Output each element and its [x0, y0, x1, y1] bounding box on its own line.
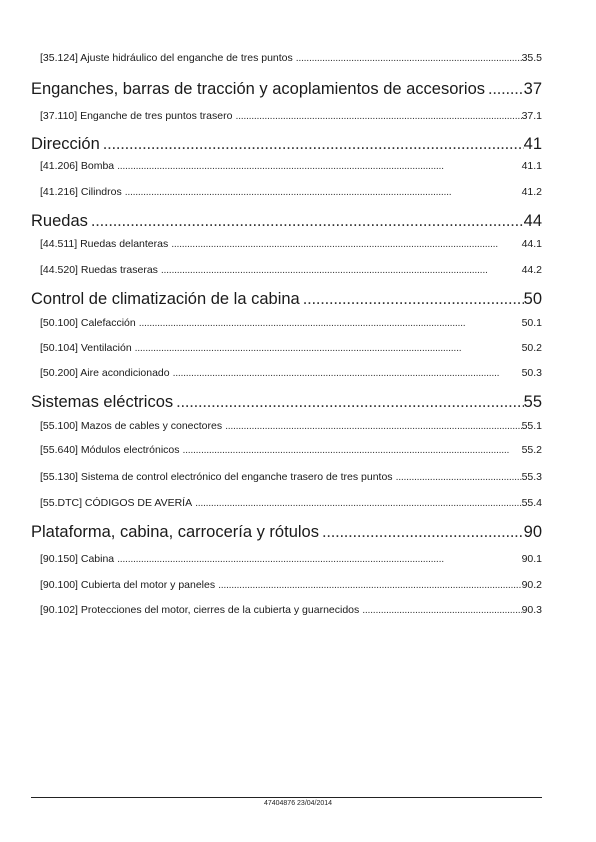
toc-page-number: 41.2: [521, 186, 542, 198]
toc-entry-title: [90.102] Protecciones del motor, cierres de la cubierta y guarnecidos: [40, 604, 360, 616]
toc-page-number: 44.2: [521, 264, 542, 276]
toc-subsection-entry[interactable]: [40, 497, 542, 509]
toc-subsection-entry[interactable]: [40, 604, 542, 616]
dot-leader: [393, 471, 522, 483]
toc-page-number: 55: [523, 393, 542, 411]
toc-subsection-entry[interactable]: [40, 420, 542, 432]
toc-subsection-entry[interactable]: [40, 160, 542, 172]
toc-page-number: 90: [523, 523, 542, 541]
toc-subsection-entry[interactable]: [40, 52, 542, 64]
toc-page-number: 37.1: [521, 110, 542, 122]
dot-leader: [122, 186, 522, 198]
dot-leader: [136, 317, 522, 329]
toc-page-number: 50.2: [521, 342, 542, 354]
toc-entry-title: [50.104] Ventilación: [40, 342, 132, 354]
toc-subsection-entry[interactable]: [40, 342, 542, 354]
dot-leader: [215, 579, 521, 591]
toc-page-number: 50.1: [521, 317, 542, 329]
toc-subsection-entry[interactable]: [40, 579, 542, 591]
toc-section-entry[interactable]: [31, 523, 542, 542]
toc-subsection-entry[interactable]: [40, 110, 542, 122]
dot-leader: [114, 160, 521, 172]
toc-page-number: 55.2: [521, 444, 542, 456]
dot-leader: [359, 604, 521, 616]
toc-subsection-entry[interactable]: [40, 444, 542, 456]
toc-subsection-entry[interactable]: [40, 367, 542, 379]
toc-entry-title: Enganches, barras de tracción y acoplamientos de accesorios: [31, 80, 485, 98]
toc-page-number: 90.1: [521, 553, 542, 565]
toc-page-number: 44: [523, 212, 542, 230]
toc-entry-title: [50.200] Aire acondicionado: [40, 367, 170, 379]
toc-entry-title: [55.100] Mazos de cables y conectores: [40, 420, 223, 432]
toc-entry-title: [50.100] Calefacción: [40, 317, 136, 329]
dot-leader: [232, 110, 521, 122]
dot-leader: [180, 444, 522, 456]
toc-entry-title: [90.150] Cabina: [40, 553, 115, 565]
toc-subsection-entry[interactable]: [40, 264, 542, 276]
toc-entry-title: [55.DTC] CÓDIGOS DE AVERÍA: [40, 497, 193, 509]
toc-page-number: 37: [523, 80, 542, 98]
toc-page-number: 55.3: [521, 471, 542, 483]
dot-leader: [319, 523, 524, 542]
toc-entry-title: Dirección: [31, 135, 100, 153]
toc-entry-title: [37.110] Enganche de tres puntos trasero: [40, 110, 233, 122]
toc-entry-title: [55.130] Sistema de control electrónico del enganche trasero de tres puntos: [40, 471, 393, 483]
dot-leader: [132, 342, 522, 354]
toc-entry-title: [90.100] Cubierta del motor y paneles: [40, 579, 216, 591]
toc-page-number: 55.4: [521, 497, 542, 509]
toc-page-number: 50.3: [521, 367, 542, 379]
toc-entry-title: [44.520] Ruedas traseras: [40, 264, 158, 276]
toc-subsection-entry[interactable]: [40, 553, 542, 565]
toc-subsection-entry[interactable]: [40, 238, 542, 250]
dot-leader: [158, 264, 522, 276]
dot-leader: [300, 290, 524, 309]
toc-section-entry[interactable]: [31, 212, 542, 231]
toc-page-number: 35.5: [521, 52, 542, 64]
dot-leader: [88, 212, 524, 231]
toc-entry-title: [41.206] Bomba: [40, 160, 115, 172]
footer-doc-id: 47404876 23/04/2014: [263, 800, 333, 807]
toc-entry-title: Sistemas eléctricos: [31, 393, 174, 411]
dot-leader: [293, 52, 522, 64]
toc-section-entry[interactable]: [31, 290, 542, 309]
toc-section-entry[interactable]: [31, 393, 542, 412]
dot-leader: [100, 135, 524, 154]
dot-leader: [173, 393, 524, 412]
toc-page-number: 44.1: [521, 238, 542, 250]
toc-section-entry[interactable]: [31, 135, 542, 154]
toc-subsection-entry[interactable]: [40, 317, 542, 329]
dot-leader: [485, 80, 524, 99]
toc-entry-title: Control de climatización de la cabina: [31, 290, 300, 308]
toc-page-number: 90.2: [521, 579, 542, 591]
toc-entry-title: Ruedas: [31, 212, 88, 230]
toc-entry-title: [41.216] Cilindros: [40, 186, 122, 198]
footer-divider: [31, 797, 542, 798]
toc-section-entry[interactable]: [31, 80, 542, 99]
dot-leader: [170, 367, 522, 379]
toc-page-number: 55.1: [521, 420, 542, 432]
toc-page-number: 41.1: [521, 160, 542, 172]
toc-page-number: 50: [523, 290, 542, 308]
dot-leader: [168, 238, 521, 250]
toc-subsection-entry[interactable]: [40, 186, 542, 198]
toc-page-number: 41: [523, 135, 542, 153]
toc-entry-title: [35.124] Ajuste hidráulico del enganche de tres puntos: [40, 52, 293, 64]
toc-entry-title: [44.511] Ruedas delanteras: [40, 238, 169, 250]
dot-leader: [222, 420, 521, 432]
toc-entry-title: [55.640] Módulos electrónicos: [40, 444, 180, 456]
dot-leader: [114, 553, 521, 565]
dot-leader: [192, 497, 521, 509]
toc-entry-title: Plataforma, cabina, carrocería y rótulos: [31, 523, 319, 541]
toc-page-number: 90.3: [521, 604, 542, 616]
toc-subsection-entry[interactable]: [40, 471, 542, 483]
